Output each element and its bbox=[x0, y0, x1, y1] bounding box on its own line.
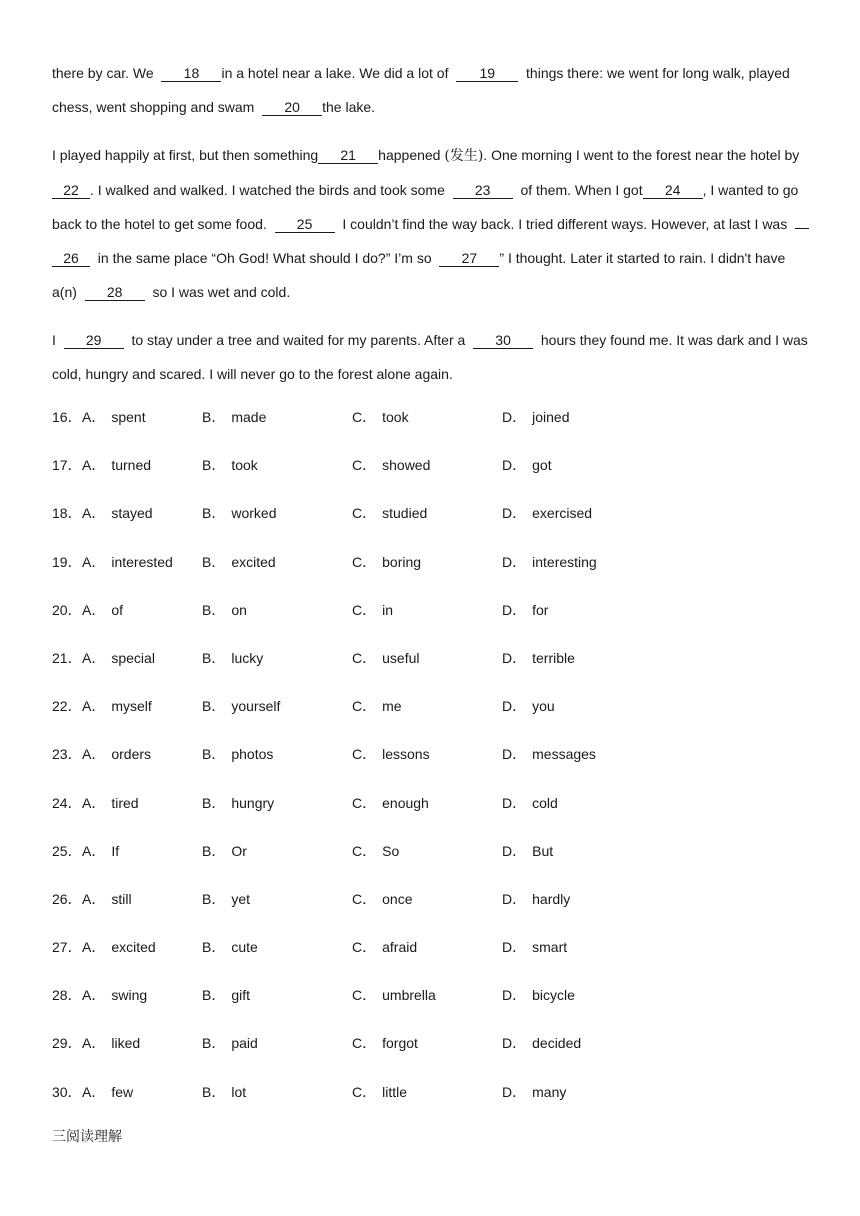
option-letter: A． bbox=[82, 794, 106, 811]
question-row bbox=[52, 930, 812, 978]
option-c[interactable] bbox=[352, 737, 430, 771]
option-text: boring bbox=[382, 553, 422, 570]
option-b[interactable] bbox=[202, 834, 247, 868]
question-row bbox=[52, 834, 812, 882]
passage-text: cold, hungry and scared. I will never go to the forest alone again. bbox=[52, 366, 453, 382]
passage-text: in a hotel near a lake. We did a lot of bbox=[221, 65, 449, 81]
option-text: cute bbox=[231, 939, 258, 956]
option-letter: D． bbox=[502, 987, 527, 1004]
option-text: orders bbox=[111, 746, 152, 763]
question-number: 29． bbox=[52, 1035, 82, 1052]
option-text: excited bbox=[231, 553, 276, 570]
option-text: So bbox=[382, 842, 400, 859]
blank-29: 29 bbox=[64, 332, 124, 349]
option-letter: A． bbox=[82, 409, 106, 425]
option-c[interactable] bbox=[352, 689, 402, 723]
option-letter: D． bbox=[502, 649, 527, 666]
option-text: studied bbox=[382, 505, 428, 522]
passage-line bbox=[52, 207, 812, 241]
passage-paragraph-1 bbox=[52, 56, 812, 124]
option-letter: D． bbox=[502, 553, 527, 570]
question-row bbox=[52, 641, 812, 689]
option-d[interactable] bbox=[502, 689, 555, 723]
option-text: swing bbox=[111, 987, 148, 1004]
option-d[interactable] bbox=[502, 1075, 566, 1109]
option-b[interactable] bbox=[202, 737, 273, 771]
option-b[interactable] bbox=[202, 689, 280, 723]
option-text: photos bbox=[231, 746, 274, 763]
option-letter: C． bbox=[352, 842, 377, 859]
option-text: few bbox=[111, 1083, 134, 1100]
option-d[interactable] bbox=[502, 834, 553, 868]
question-row bbox=[52, 400, 812, 448]
option-text: enough bbox=[382, 794, 429, 811]
option-text: tired bbox=[111, 794, 139, 811]
option-text: for bbox=[532, 601, 549, 618]
option-text: stayed bbox=[111, 505, 153, 522]
option-letter: A． bbox=[82, 987, 106, 1004]
option-letter: C． bbox=[352, 553, 377, 570]
option-b[interactable] bbox=[202, 545, 276, 579]
option-a[interactable] bbox=[82, 737, 151, 771]
question-row bbox=[52, 448, 812, 496]
passage-text: I played happily at first, but then something bbox=[52, 147, 319, 163]
option-text: still bbox=[111, 890, 132, 907]
option-c[interactable] bbox=[352, 641, 419, 675]
option-text: you bbox=[532, 698, 555, 715]
passage-text: of them. When I got bbox=[520, 182, 643, 198]
option-c[interactable] bbox=[352, 1026, 418, 1060]
option-letter: D． bbox=[502, 939, 527, 956]
option-a[interactable] bbox=[82, 978, 147, 1012]
option-a[interactable] bbox=[82, 1075, 133, 1109]
option-b[interactable] bbox=[202, 930, 258, 964]
passage-text: so I was wet and cold. bbox=[152, 284, 291, 300]
option-text: of bbox=[111, 601, 124, 618]
option-letter: A． bbox=[82, 746, 106, 763]
option-b[interactable] bbox=[202, 978, 250, 1012]
question-number: 20． bbox=[52, 601, 82, 618]
option-b[interactable] bbox=[202, 593, 247, 627]
option-d[interactable] bbox=[502, 545, 597, 579]
question-row bbox=[52, 1075, 812, 1123]
option-d[interactable] bbox=[502, 1026, 581, 1060]
option-a[interactable] bbox=[82, 882, 132, 916]
option-letter: B． bbox=[202, 649, 226, 666]
passage-line bbox=[52, 138, 812, 173]
option-text: exercised bbox=[532, 505, 593, 522]
option-text: decided bbox=[532, 1035, 582, 1052]
option-letter: C． bbox=[352, 890, 377, 907]
question-number: 19． bbox=[52, 553, 82, 570]
passage-line bbox=[52, 90, 812, 124]
passage-text: back to the hotel to get some food. bbox=[52, 216, 267, 232]
option-c[interactable] bbox=[352, 1075, 407, 1109]
question-number: 25． bbox=[52, 842, 82, 859]
question-row bbox=[52, 978, 812, 1026]
option-a[interactable] bbox=[82, 641, 155, 675]
option-letter: A． bbox=[82, 842, 106, 859]
option-letter: C． bbox=[352, 601, 377, 618]
question-row bbox=[52, 737, 812, 785]
question-number: 22． bbox=[52, 698, 82, 715]
option-text: took bbox=[231, 457, 258, 474]
option-letter: D． bbox=[502, 746, 527, 763]
option-text: hungry bbox=[231, 794, 275, 811]
option-letter: A． bbox=[82, 553, 106, 570]
question-number: 17． bbox=[52, 457, 82, 474]
question-list bbox=[52, 400, 812, 1123]
passage-text: in the same place “Oh God! What should I do?” I’m so bbox=[97, 250, 432, 266]
blank-23: 23 bbox=[453, 182, 513, 199]
option-letter: A． bbox=[82, 890, 106, 907]
passage-text: ” I thought. Later it started to rain. I didn't have bbox=[499, 250, 786, 266]
option-letter: D． bbox=[502, 698, 527, 715]
option-text: lucky bbox=[231, 649, 264, 666]
blank-26-start bbox=[795, 228, 809, 229]
option-letter: A． bbox=[82, 939, 106, 956]
blank-20: 20 bbox=[262, 99, 322, 116]
option-b[interactable] bbox=[202, 448, 258, 482]
option-text: interested bbox=[111, 553, 173, 570]
option-c[interactable] bbox=[352, 834, 399, 868]
passage-text: I couldn’t find the way back. I tried different ways. However, at last I was bbox=[342, 216, 788, 232]
option-b[interactable] bbox=[202, 1075, 246, 1109]
option-letter: C． bbox=[352, 409, 377, 425]
option-a[interactable] bbox=[82, 689, 152, 723]
option-text: useful bbox=[382, 649, 420, 666]
passage-text: happened bbox=[378, 147, 441, 163]
option-text: yourself bbox=[231, 698, 281, 715]
option-a[interactable] bbox=[82, 786, 139, 820]
passage-text: . One morning I went to the forest near the hotel by bbox=[483, 147, 800, 163]
option-d[interactable] bbox=[502, 593, 548, 627]
option-letter: B． bbox=[202, 890, 226, 907]
option-letter: C． bbox=[352, 649, 377, 666]
option-letter: A． bbox=[82, 1035, 106, 1052]
option-letter: C． bbox=[352, 1035, 377, 1052]
option-text: in bbox=[382, 601, 394, 618]
blank-19: 19 bbox=[456, 65, 518, 82]
option-letter: A． bbox=[82, 457, 106, 474]
option-c[interactable] bbox=[352, 593, 393, 627]
option-letter: D． bbox=[502, 1035, 527, 1052]
option-text: joined bbox=[532, 409, 570, 425]
option-text: showed bbox=[382, 457, 431, 474]
option-text: yet bbox=[231, 890, 251, 907]
option-text: got bbox=[532, 457, 552, 474]
option-letter: B． bbox=[202, 746, 226, 763]
option-b[interactable] bbox=[202, 882, 250, 916]
option-b[interactable] bbox=[202, 786, 274, 820]
option-text: Or bbox=[231, 842, 247, 859]
option-d[interactable] bbox=[502, 400, 570, 434]
option-text: If bbox=[111, 842, 120, 859]
option-c[interactable] bbox=[352, 882, 412, 916]
option-a[interactable] bbox=[82, 545, 173, 579]
option-text: liked bbox=[111, 1035, 141, 1052]
passage-line bbox=[52, 173, 812, 207]
option-letter: B． bbox=[202, 1083, 226, 1100]
option-d[interactable] bbox=[502, 641, 575, 675]
blank-24: 24 bbox=[643, 182, 703, 199]
option-letter: D． bbox=[502, 601, 527, 618]
blank-18: 18 bbox=[161, 65, 221, 82]
question-number: 23． bbox=[52, 746, 82, 763]
blank-25: 25 bbox=[275, 216, 335, 233]
option-letter: B． bbox=[202, 553, 226, 570]
option-c[interactable] bbox=[352, 448, 430, 482]
question-number: 27． bbox=[52, 939, 82, 956]
option-text: took bbox=[382, 409, 409, 425]
passage-paragraph-3 bbox=[52, 323, 812, 391]
option-letter: A． bbox=[82, 505, 106, 522]
option-letter: B． bbox=[202, 794, 226, 811]
option-text: gift bbox=[231, 987, 251, 1004]
question-row bbox=[52, 496, 812, 544]
passage-line bbox=[52, 275, 812, 309]
option-a[interactable] bbox=[82, 930, 156, 964]
passage-line bbox=[52, 241, 812, 275]
option-d[interactable] bbox=[502, 496, 592, 530]
passage-line bbox=[52, 357, 812, 391]
option-text: umbrella bbox=[382, 987, 436, 1004]
option-text: messages bbox=[532, 746, 596, 763]
cloze-passage bbox=[52, 56, 812, 405]
question-number: 24． bbox=[52, 794, 82, 811]
option-text: interesting bbox=[532, 553, 597, 570]
passage-text: . I walked and walked. I watched the birds and took some bbox=[90, 182, 445, 198]
option-d[interactable] bbox=[502, 978, 575, 1012]
option-text: smart bbox=[532, 939, 568, 956]
option-a[interactable] bbox=[82, 496, 153, 530]
passage-text: hours they found me. It was dark and I was bbox=[540, 332, 808, 348]
question-number: 18． bbox=[52, 505, 82, 522]
option-c[interactable] bbox=[352, 496, 427, 530]
option-text: excited bbox=[111, 939, 156, 956]
question-number: 30． bbox=[52, 1083, 82, 1100]
passage-text: things there: we went for long walk, played bbox=[526, 65, 790, 81]
option-letter: C． bbox=[352, 457, 377, 474]
option-text: lot bbox=[231, 1083, 247, 1100]
passage-line bbox=[52, 56, 812, 90]
option-letter: A． bbox=[82, 1083, 106, 1100]
question-number: 21． bbox=[52, 649, 82, 666]
option-text: me bbox=[382, 698, 402, 715]
passage-text: to stay under a tree and waited for my parents. After a bbox=[131, 332, 466, 348]
option-c[interactable] bbox=[352, 978, 436, 1012]
option-text: special bbox=[111, 649, 155, 666]
option-letter: C． bbox=[352, 987, 377, 1004]
option-letter: B． bbox=[202, 505, 226, 522]
option-d[interactable] bbox=[502, 930, 567, 964]
option-c[interactable] bbox=[352, 400, 409, 434]
question-number: 26． bbox=[52, 890, 82, 907]
question-row bbox=[52, 1026, 812, 1074]
option-letter: A． bbox=[82, 649, 106, 666]
option-text: terrible bbox=[532, 649, 575, 666]
option-letter: C． bbox=[352, 698, 377, 715]
option-d[interactable] bbox=[502, 882, 570, 916]
question-number: 28． bbox=[52, 987, 82, 1004]
option-d[interactable] bbox=[502, 737, 596, 771]
option-text: forgot bbox=[382, 1035, 418, 1052]
option-letter: C． bbox=[352, 505, 377, 522]
option-text: worked bbox=[231, 505, 277, 522]
passage-paragraph-2 bbox=[52, 138, 812, 309]
question-row bbox=[52, 545, 812, 593]
option-d[interactable] bbox=[502, 448, 552, 482]
passage-gloss: (发生) bbox=[444, 148, 484, 164]
option-a[interactable] bbox=[82, 834, 119, 868]
option-c[interactable] bbox=[352, 930, 417, 964]
option-text: afraid bbox=[382, 939, 418, 956]
question-number: 16． bbox=[52, 409, 82, 425]
option-a[interactable] bbox=[82, 1026, 140, 1060]
question-row bbox=[52, 786, 812, 834]
option-b[interactable] bbox=[202, 496, 276, 530]
option-letter: D． bbox=[502, 842, 527, 859]
passage-text: , I wanted to go bbox=[702, 182, 799, 198]
option-text: bicycle bbox=[532, 987, 575, 1004]
blank-22: 22 bbox=[52, 182, 90, 199]
passage-text: a(n) bbox=[52, 284, 77, 300]
question-row bbox=[52, 689, 812, 737]
question-row bbox=[52, 593, 812, 641]
option-letter: A． bbox=[82, 601, 106, 618]
option-c[interactable] bbox=[352, 545, 421, 579]
option-letter: C． bbox=[352, 794, 377, 811]
option-text: on bbox=[231, 601, 247, 618]
blank-21: 21 bbox=[318, 147, 378, 164]
option-text: myself bbox=[111, 698, 152, 715]
option-letter: B． bbox=[202, 842, 226, 859]
question-row bbox=[52, 882, 812, 930]
option-b[interactable] bbox=[202, 400, 266, 434]
option-b[interactable] bbox=[202, 1026, 258, 1060]
blank-28: 28 bbox=[85, 284, 145, 301]
blank-27: 27 bbox=[439, 250, 499, 267]
blank-30: 30 bbox=[473, 332, 533, 349]
option-letter: B． bbox=[202, 409, 226, 425]
passage-text: the lake. bbox=[322, 99, 376, 115]
option-text: many bbox=[532, 1083, 567, 1100]
option-text: turned bbox=[111, 457, 152, 474]
option-b[interactable] bbox=[202, 641, 263, 675]
option-text: lessons bbox=[382, 746, 430, 763]
option-letter: B． bbox=[202, 698, 226, 715]
option-letter: B． bbox=[202, 601, 226, 618]
option-letter: D． bbox=[502, 890, 527, 907]
option-letter: A． bbox=[82, 698, 106, 715]
option-letter: B． bbox=[202, 1035, 226, 1052]
option-letter: D． bbox=[502, 457, 527, 474]
option-text: But bbox=[532, 842, 554, 859]
option-letter: C． bbox=[352, 939, 377, 956]
option-letter: D． bbox=[502, 1083, 527, 1100]
passage-text: there by car. We bbox=[52, 65, 154, 81]
option-letter: B． bbox=[202, 987, 226, 1004]
option-letter: D． bbox=[502, 505, 527, 522]
option-text: made bbox=[231, 409, 267, 425]
option-d[interactable] bbox=[502, 786, 558, 820]
option-text: once bbox=[382, 890, 413, 907]
option-letter: B． bbox=[202, 939, 226, 956]
option-text: spent bbox=[111, 409, 146, 425]
option-a[interactable] bbox=[82, 400, 146, 434]
option-a[interactable] bbox=[82, 448, 151, 482]
passage-line bbox=[52, 323, 812, 357]
option-c[interactable] bbox=[352, 786, 429, 820]
section-title: 三阅读理解 bbox=[52, 1129, 122, 1145]
option-text: paid bbox=[231, 1035, 258, 1052]
option-letter: B． bbox=[202, 457, 226, 474]
option-letter: C． bbox=[352, 1083, 377, 1100]
option-text: cold bbox=[532, 794, 558, 811]
option-letter: D． bbox=[502, 409, 527, 425]
option-a[interactable] bbox=[82, 593, 123, 627]
passage-text: I bbox=[52, 332, 56, 348]
option-text: little bbox=[382, 1083, 408, 1100]
passage-text: chess, went shopping and swam bbox=[52, 99, 255, 115]
option-text: hardly bbox=[532, 890, 571, 907]
option-letter: C． bbox=[352, 746, 377, 763]
option-letter: D． bbox=[502, 794, 527, 811]
blank-26: 26 bbox=[52, 250, 90, 267]
